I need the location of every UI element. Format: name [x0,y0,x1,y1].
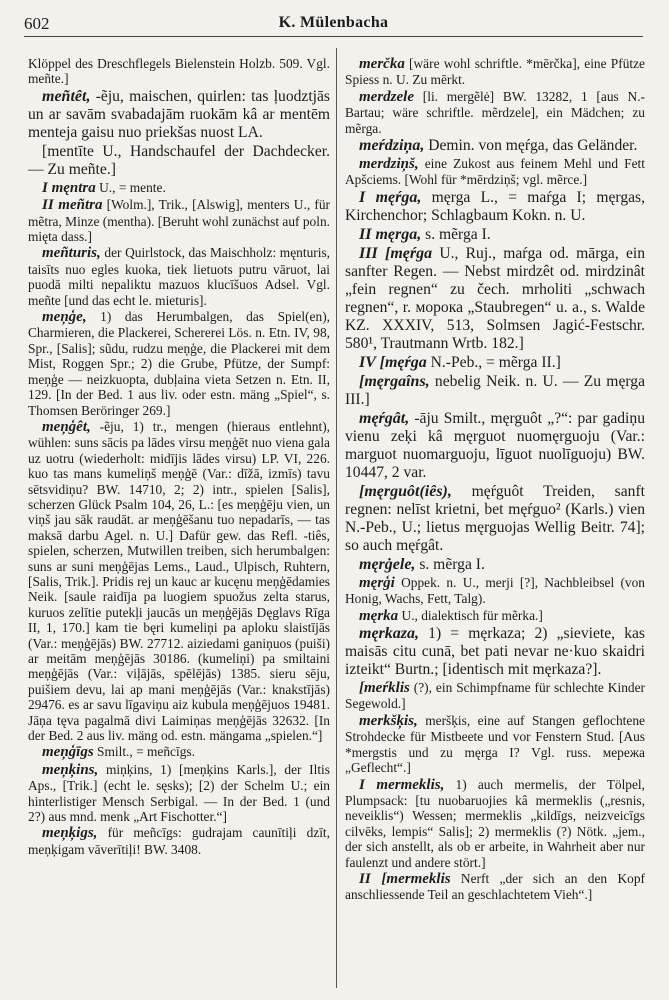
entry-headword: meņģe, [42,309,87,326]
dictionary-entry [345,56,645,88]
dictionary-entry [28,762,330,825]
entry-text: męrga L., = maŕga I; męrgas, Kirchenchor; Schlagbaum Kokn. n. U. [345,188,646,224]
entry-headword: [męrgaîns, [359,372,430,390]
entry-text: der Quirlstock, das Maischholz: męnturis, taisīts nuo egles kuoka, tiek lietuots putru vāruot, lai puodā milti nepaliktu mazuos klucīšuos Adsel. Vgl. meñte [und das echt le. mieturis]. [28,245,330,308]
entry-text: męŕguôt Treiden, sanft regnen: nelīst krietni, bet męŕguo² (Karls.) vien N.-Peb., U.; lietus męrguojas Wellig Beitr. 74]; so auch męŕgât. [345,482,645,554]
entry-text: meršķis, eine auf Stangen geflochtene Strohdecke für Mistbeete und vor Fenstern Stud. [Aus *mergstis und zu męrga I? Vgl. russ. мережа „Geflecht“.] [345,712,645,776]
entry-headword: męrġele, [359,555,416,573]
page-header [24,14,643,36]
entry-text: Klöppel des Dreschflegels Bielenstein Holzb. 509. Vgl. meñte.] [28,56,330,87]
entry-text: s. mẽrga I. [415,555,485,573]
dictionary-entry [28,180,330,196]
entry-headword: meñturis, [42,245,101,262]
entry-text: Demin. von męŕga, das Geländer. [424,137,638,155]
dictionary-entry [345,871,645,903]
entry-text: -āju Smilt., męrguôt „?“: par gadiņu vienu zeķi kâ męrguot nuomęrguoju (Var.: marguot nuomarguoju, līguot nuolīguoju) BW. 10447, 2 var. [345,409,645,481]
dictionary-entry [345,608,645,624]
dictionary-entry [345,137,645,155]
dictionary-entry [28,88,330,142]
dictionary-entry [28,143,330,179]
dictionary-entry [345,483,645,555]
entry-headword: meņģīgs [42,744,94,761]
entry-text: N.-Peb., = mẽrga II.] [426,353,561,371]
dictionary-entry [345,89,645,136]
entry-text: Nerft „der sich an den Kopf anschliessende Teil an geschlachtetem Vieh“.] [345,870,645,903]
dictionary-entry [345,189,645,225]
entry-headword: meņģêt, [42,418,91,435]
entry-headword: [męrguôt(iês), [359,482,452,500]
entry-headword: meñtêt, [42,87,91,105]
entry-text: 1) auch mermelis, der Tölpel, Plumpsack: [tu nuobaruojies kâ mermeklis („resnis, neveiklis“) Wessen; mermeklis „kildīgs, neizveicīgs cilvēks, lempis“ Salis]; 2) mermeklis (?) Nötk. „jem., der sich anstellt, als ob er arbeite, in Wahrheit aber nur faulenzt und andere stört.] [345,776,646,870]
dictionary-entry [28,309,330,418]
header-rule [24,36,643,37]
dictionary-entry [28,56,330,87]
entry-text: U., Ruj., maŕga od. mārga, ein sanfter Regen. — Nebst mirdzêt od. mirdzinât „fein regnen“ zu čech. mrholiti „schwach regnen“, r. морока „Staubregen“ u. a., s. Walde KZ. XXXIV, 513, Solmsen Jagić-Festschr. 580¹, Trautmann Wrtb. 182.] [345,244,646,352]
entry-headword: II [mermeklis [359,870,451,887]
entry-text: [li. mergẽlė] BW. 13282, 1 [aus N.-Bartau; wäre schriftle. mẽrdzele], ein Mädchen; zu mẽrga. [345,88,645,136]
dictionary-entry [345,575,645,607]
entry-headword: [meŕklis [359,680,410,697]
entry-headword: męrkaza, [359,625,419,643]
entry-headword: I męŕga, [359,188,422,206]
entry-text: -ẽju, 1) tr., mengen (hieraus entlehnt), wühlen: suns sācis pa lādes virsu meņģēt nuo viena gala uz uotru (wiederholt: midījis lādes virsu) LP. VI, 226. kuo tas mans kumeliņš meņģē (Var.: dīžā, izmīs) tavu sētsvidiņu? BW. 14710, 2; 2) intr., spielen [Salis], scherzen Glück Psalm 104, 26, L.: [es meņģēju vien, un viņš jau sāk raudāt. ar meņģēšanu tuo nepadarīs, — tas maksā darbu Agel. n. U.] Dafür gew. das Refl. -tiês, spielen, scherzen, Mutwillen treiben, sich herumbalgen: suns ar suni meņģējas Lems., Laud., Ulpisch, Ruhtern, [Salis, Trik.]. Pridis rej un kauc ar kucęnu meņģēdamies Neik. [saule raidīja pa luogiem spuožus zelta starus, kuruos zelītie putekļi jaucās un meņģējās Dęglavs Rīga II, 1, 170.] kam tie bęri kumeliņi pa aploku slaistījās (Var.: meņģējās) BW. 27712. aiziedami ganiņuos (puiši) ar meitām meņģējās 30186. (kumeliņi) pa smiltaini meņģējās (Var.: viļājās, spēlējās) 1385. sieru sēju, puišiem devu, lai ap mani meņģējās (Var.: knakstījās) 29476. es ar savu līgaviņu aiz kubula meņģējuos 19481. Jāņa tęva pagalmā divi Laimiņas meņģējās 32632. [In der Bed. 2 aus liv. mäng od. estn. mängama „spielen.“] [28,418,330,744]
dictionary-entry [345,226,645,244]
entry-headword: merkšķis, [359,712,418,729]
dictionary-entry [345,156,645,188]
entry-headword: merdziņš, [359,156,419,173]
dictionary-entry [345,625,645,679]
dictionary-entry [28,825,330,857]
entry-text: [Wolm.], Trik., [Alswig], menters U., für mẽtra, Minze (mentha). [Beruht wohl zunächst auf poln. mięta dass.] [28,197,330,245]
dictionary-entry [345,713,645,776]
entry-text: 1) = męrkaza; 2) „sieviete, kas maisās citu cunā, bet pati nevar ne·kuo skaidri izteikt“ Burtn.; [identisch mit męrkaza?]. [345,625,645,679]
entry-headword: merčka [359,56,405,72]
entry-text: Oppek. n. U., merji [?], Nachbleibsel (von Honig, Wachs, Fett, Talg). [345,574,645,607]
left-column [28,56,330,858]
entry-text: U., = mente. [95,179,166,195]
dictionary-entry [28,245,330,308]
entry-headword: meņķins, [42,761,99,778]
dictionary-entry [345,354,645,372]
entry-text: für meñcīgs: gudrajam caunītiļi dzīt, meņķigam vāverītiļi! BW. 3408. [28,825,330,857]
dictionary-entry [28,197,330,244]
entry-text: -ẽju, maischen, quirlen: tas ļuodztjās un ar savām svabadajām ruokām kâ ar mentēm menteja gaisu nuo priekšas nuost LA. [28,87,330,141]
entry-headword: I męntra [42,179,96,196]
entry-text: Smilt., = meñcīgs. [93,744,195,760]
entry-headword: II meñtra [42,197,103,214]
entry-headword: I mermeklis, [359,776,445,793]
page-number: 602 [24,14,50,33]
entry-text: miņķins, 1) [meņķins Karls.], der Iltis Aps., [Trik.] (echt le. sęsks); [2) der Schelm U.; ein hinterlistiger Mensch Serbigal. — In der Bed. 1 (und 2?) aus mnd. menk „Art Fischotter.“] [28,761,330,825]
dictionary-entry [345,245,645,353]
entry-text: s. mẽrga I. [421,225,491,243]
entry-headword: III [męŕga [359,244,433,262]
entry-text: 1) das Herumbalgen, das Spiel(en), Charmieren, die Plackerei, Schererei Lös. n. Etn. IV, 98, Spr., [Salis]; sũdu, rudzu meņģe, die Plackerei mit dem Mist, Roggen Spr.; 2) die Grube, Pfütze, der Sumpf: meņģe — neizkuopta, dubļaina vieta Setzen n. Etn. II, 129. [In der Bed. 1 aus liv. oder estn. mäng „Spiel“, s. Thomsen Beröringer 269.] [28,309,330,418]
entry-text: [mentīte U., Handschaufel der Dachdecker. — Zu meñte.] [28,142,330,178]
entry-text: [wäre wohl schriftle. *mērčka], eine Pfütze Spiess n. U. Zu mērkt. [345,56,645,88]
entry-text: eine Zukost aus feinem Mehl und Fett Apšciems. [Wohl für *mērdziņš; vgl. mẽrce.] [345,156,645,188]
dictionary-entry [345,410,645,482]
entry-text: nebelig Neik. n. U. — Zu męrga III.] [345,372,645,408]
entry-text: (?), ein Schimpfname für schlechte Kinder Segewold.] [345,680,645,712]
entry-headword: męrka [359,607,399,624]
right-column [345,56,645,904]
entry-headword: meŕdziņa, [359,137,425,155]
entry-headword: II męrga, [359,225,422,243]
dictionary-entry [28,419,330,744]
entry-headword: męrģi [359,574,395,591]
entry-text: U., dialektisch für mẽrka.] [398,607,543,623]
entry-headword: merdzele [359,88,414,105]
entry-headword: IV [męŕga [359,353,427,371]
dictionary-entry [345,556,645,574]
dictionary-entry [28,744,330,760]
dictionary-entry [345,680,645,712]
entry-headword: męŕgât, [359,409,410,427]
dictionary-entry [345,777,645,870]
running-head: K. Mülenbacha [278,14,389,31]
dictionary-entry [345,373,645,409]
entry-headword: meņķigs, [42,825,98,842]
column-divider [336,48,337,988]
